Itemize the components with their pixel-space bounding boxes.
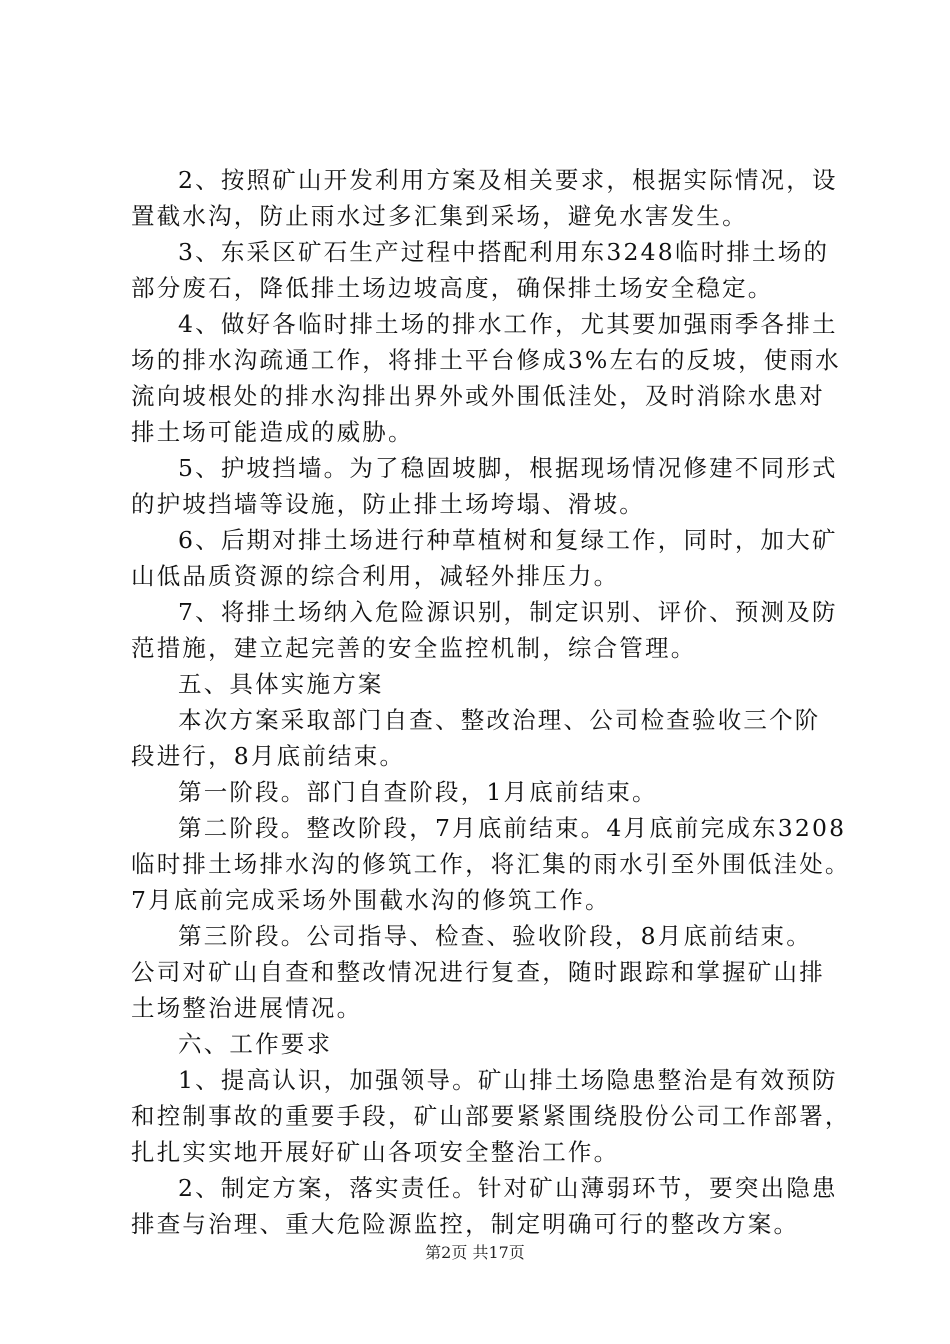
text-line: 的护坡挡墙等设施，防止排土场垮塌、滑坡。	[131, 490, 645, 518]
text-line: 部分废石，降低排土场边坡高度，确保排土场安全稳定。	[131, 274, 774, 302]
text-line: 本次方案采取部门自查、整改治理、公司检查验收三个阶	[178, 706, 821, 734]
text-line: 5、护坡挡墙。为了稳固坡脚，根据现场情况修建不同形式	[178, 454, 838, 482]
text-line: 第二阶段。整改阶段，7月底前结束。4月底前完成东3208	[178, 814, 847, 842]
text-line: 土场整治进展情况。	[131, 994, 363, 1022]
text-line: 范措施，建立起完善的安全监控机制，综合管理。	[131, 634, 697, 662]
text-line: 第三阶段。公司指导、检查、验收阶段，8月底前结束。	[178, 922, 812, 950]
text-line: 段进行，8月底前结束。	[131, 742, 406, 770]
text-line: 临时排土场排水沟的修筑工作，将汇集的雨水引至外围低洼处。	[131, 850, 851, 878]
text-line: 1、提高认识，加强领导。矿山排土场隐患整治是有效预防	[178, 1066, 838, 1094]
text-line: 2、制定方案，落实责任。针对矿山薄弱环节，要突出隐患	[178, 1174, 838, 1202]
text-line: 7月底前完成采场外围截水沟的修筑工作。	[131, 886, 611, 914]
text-line: 流向坡根处的排水沟排出界外或外围低洼处，及时消除水患对	[131, 382, 825, 410]
text-line: 4、做好各临时排土场的排水工作，尤其要加强雨季各排土	[178, 310, 838, 338]
page-footer: 第2页 共17页	[425, 1243, 525, 1262]
text-line: 排土场可能造成的威胁。	[131, 418, 414, 446]
section-heading: 五、具体实施方案	[178, 670, 384, 698]
text-line: 7、将排土场纳入危险源识别，制定识别、评价、预测及防	[178, 598, 838, 626]
text-line: 和控制事故的重要手段，矿山部要紧紧围绕股份公司工作部署，	[131, 1102, 851, 1130]
section-heading: 六、工作要求	[178, 1030, 333, 1058]
text-line: 置截水沟，防止雨水过多汇集到采场，避免水害发生。	[131, 202, 748, 230]
text-line: 场的排水沟疏通工作，将排土平台修成3%左右的反坡，使雨水	[131, 346, 841, 374]
text-line: 3、东采区矿石生产过程中搭配利用东3248临时排土场的	[178, 238, 830, 266]
text-line: 扎扎实实地开展好矿山各项安全整治工作。	[131, 1138, 620, 1166]
text-line: 6、后期对排土场进行种草植树和复绿工作，同时，加大矿	[178, 526, 838, 554]
text-line: 排查与治理、重大危险源监控，制定明确可行的整改方案。	[131, 1210, 800, 1238]
text-line: 2、按照矿山开发利用方案及相关要求，根据实际情况，设	[178, 166, 838, 194]
text-line: 山低品质资源的综合利用，减轻外排压力。	[131, 562, 620, 590]
text-line: 第一阶段。部门自查阶段，1月底前结束。	[178, 778, 658, 806]
text-line: 公司对矿山自查和整改情况进行复查，随时跟踪和掌握矿山排	[131, 958, 825, 986]
